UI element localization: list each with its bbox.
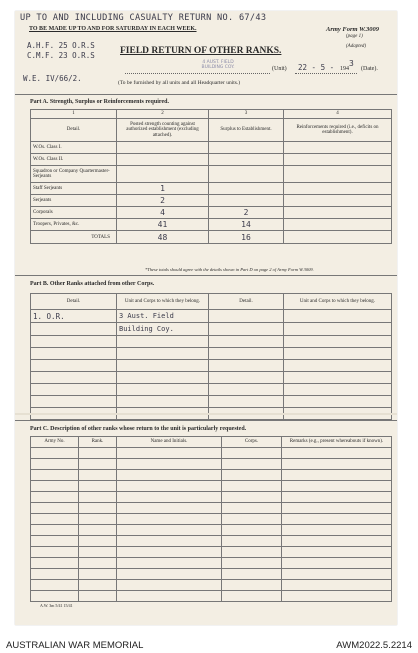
date-value: 22 - 5 - xyxy=(298,63,335,72)
table-row xyxy=(31,323,392,336)
part-b-entry-unit-line1: 3 Aust. Field xyxy=(117,310,209,323)
table-row xyxy=(31,183,392,195)
table-row xyxy=(31,481,392,492)
reinforcements-value xyxy=(284,207,392,219)
part-a-col-number: 3 xyxy=(209,110,284,119)
table-row xyxy=(31,360,392,372)
table-row xyxy=(31,525,392,536)
form-number: Army Form W.3009 xyxy=(326,26,380,33)
unit-line xyxy=(125,73,270,74)
handwritten-ahf: A.H.F. 25 O.R.S xyxy=(27,41,95,50)
form-subtitle: TO BE MADE UP TO AND FOR SATURDAY IN EACH WEEK. xyxy=(29,26,197,32)
part-a-col-number: 1 xyxy=(31,110,117,119)
handwritten-cmf: C.M.F. 23 O.R.S xyxy=(27,51,95,60)
row-label: Staff Serjeants xyxy=(31,183,117,195)
part-c-table xyxy=(30,436,392,602)
form-page: (page 1) xyxy=(346,34,363,39)
posted-value xyxy=(117,166,209,183)
date-label: (Date). xyxy=(361,66,378,72)
surplus-value xyxy=(209,142,284,154)
totals-label: TOTALS xyxy=(31,231,117,244)
table-row xyxy=(31,503,392,514)
surplus-value: 2 xyxy=(209,207,284,219)
row-label: W.Os. Class II. xyxy=(31,154,117,166)
reinforcements-value xyxy=(284,154,392,166)
table-row xyxy=(31,536,392,547)
unit-stamp xyxy=(183,60,253,70)
posted-value: 1 xyxy=(117,183,209,195)
table-row xyxy=(31,492,392,503)
totals-reinforcements xyxy=(284,231,392,244)
table-row xyxy=(31,384,392,396)
part-a-header-detail: Detail. xyxy=(31,119,117,142)
part-b-table xyxy=(30,293,392,420)
form-adapted: (Adapted) xyxy=(346,44,366,49)
part-a-top-rule xyxy=(15,94,397,95)
part-b-header-unit: Unit and Corps to which they belong. xyxy=(117,294,209,310)
table-row xyxy=(31,348,392,360)
table-row xyxy=(31,166,392,183)
table-row xyxy=(31,372,392,384)
part-a-header-reinforcements: Reinforcements required (i.e., deficits on establishment). xyxy=(284,119,392,142)
date-year-handwritten: 3 xyxy=(349,59,354,68)
form-title: FIELD RETURN OF OTHER RANKS. xyxy=(120,46,282,56)
part-a-table xyxy=(30,109,392,244)
totals-posted: 48 xyxy=(117,231,209,244)
part-a-footnote: *These totals should agree with the details shown in Part D on page 2 of Army Form W.3009. xyxy=(145,267,314,272)
row-label: Squadron or Company Quartermaster-Serjeants xyxy=(31,166,117,183)
stamp-line-1: 4 AUST. FIELD xyxy=(202,60,234,65)
reinforcements-value xyxy=(284,195,392,207)
stamp-line-2: BUILDING COY. xyxy=(201,65,235,70)
part-a-col-number: 2 xyxy=(117,110,209,119)
row-label: Corporals xyxy=(31,207,117,219)
posted-value xyxy=(117,142,209,154)
part-c-header-name: Name and Initials. xyxy=(117,437,222,448)
footer-accession-number: AWM2022.5.2214 xyxy=(336,640,412,651)
part-a-header-posted: Posted strength counting against authorized establishment (excluding attached). xyxy=(117,119,209,142)
surplus-value xyxy=(209,195,284,207)
form-instruction: (To be furnished by all units and all Headquarter units.) xyxy=(118,80,241,86)
footer-credit: AUSTRALIAN WAR MEMORIAL xyxy=(6,640,144,651)
table-row xyxy=(31,336,392,348)
table-row xyxy=(31,558,392,569)
table-row xyxy=(31,219,392,231)
table-row xyxy=(31,396,392,408)
posted-value: 41 xyxy=(117,219,209,231)
unit-label: (Unit) xyxy=(272,66,287,72)
part-b-header-detail: Detail. xyxy=(31,294,117,310)
surplus-value: 14 xyxy=(209,219,284,231)
table-row xyxy=(31,547,392,558)
part-c-top-rule xyxy=(15,420,397,421)
table-row xyxy=(31,459,392,470)
posted-value: 4 xyxy=(117,207,209,219)
table-row xyxy=(31,207,392,219)
part-b-entry-detail: 1. O.R. xyxy=(31,310,117,323)
part-c-header-rank: Rank. xyxy=(79,437,117,448)
table-row xyxy=(31,448,392,459)
surplus-value xyxy=(209,166,284,183)
part-a-col-number: 4 xyxy=(284,110,392,119)
handwritten-header-note: UP TO AND INCLUDING CASUALTY RETURN NO. 67/43 xyxy=(20,13,267,23)
fold-crease xyxy=(15,413,397,415)
row-label: Troopers, Privates, &c. xyxy=(31,219,117,231)
posted-value: 2 xyxy=(117,195,209,207)
date-line xyxy=(295,73,357,74)
table-row xyxy=(31,142,392,154)
part-b-heading: Part B. Other Ranks attached from other Corps. xyxy=(30,281,155,287)
date-year: 194 xyxy=(340,66,349,72)
totals-surplus: 16 xyxy=(209,231,284,244)
reinforcements-value xyxy=(284,183,392,195)
part-c-header-corps: Corps. xyxy=(222,437,282,448)
table-row xyxy=(31,591,392,602)
document-sheet xyxy=(15,11,397,625)
table-row xyxy=(31,514,392,525)
reinforcements-value xyxy=(284,142,392,154)
part-b-entry-unit-line2: Building Coy. xyxy=(117,323,209,336)
part-b-header-unit-2: Unit and Corps to which they belong. xyxy=(284,294,392,310)
print-code: A.W. 3m 5/41 15/41 xyxy=(40,603,73,608)
row-label: W.Os. Class I. xyxy=(31,142,117,154)
surplus-value xyxy=(209,154,284,166)
part-c-header-army-no: Army No. xyxy=(31,437,79,448)
surplus-value xyxy=(209,183,284,195)
part-c-heading: Part C. Description of other ranks whose return to the unit is particularly requested. xyxy=(30,426,247,432)
row-label: Serjeants xyxy=(31,195,117,207)
part-b-header-detail-2: Detail. xyxy=(209,294,284,310)
table-row xyxy=(31,470,392,481)
part-b-top-rule xyxy=(15,275,397,276)
table-row xyxy=(31,154,392,166)
part-a-header-surplus: Surplus to Establishment. xyxy=(209,119,284,142)
handwritten-we: W.E. IV/66/2. xyxy=(23,74,82,83)
table-row xyxy=(31,195,392,207)
reinforcements-value xyxy=(284,219,392,231)
table-row xyxy=(31,569,392,580)
totals-row xyxy=(31,231,392,244)
table-row xyxy=(31,310,392,323)
part-a-heading: Part A. Strength, Surplus or Reinforcements required. xyxy=(30,99,169,105)
reinforcements-value xyxy=(284,166,392,183)
part-c-header-remarks: Remarks (e.g., present whereabouts if known). xyxy=(282,437,392,448)
table-row xyxy=(31,580,392,591)
posted-value xyxy=(117,154,209,166)
